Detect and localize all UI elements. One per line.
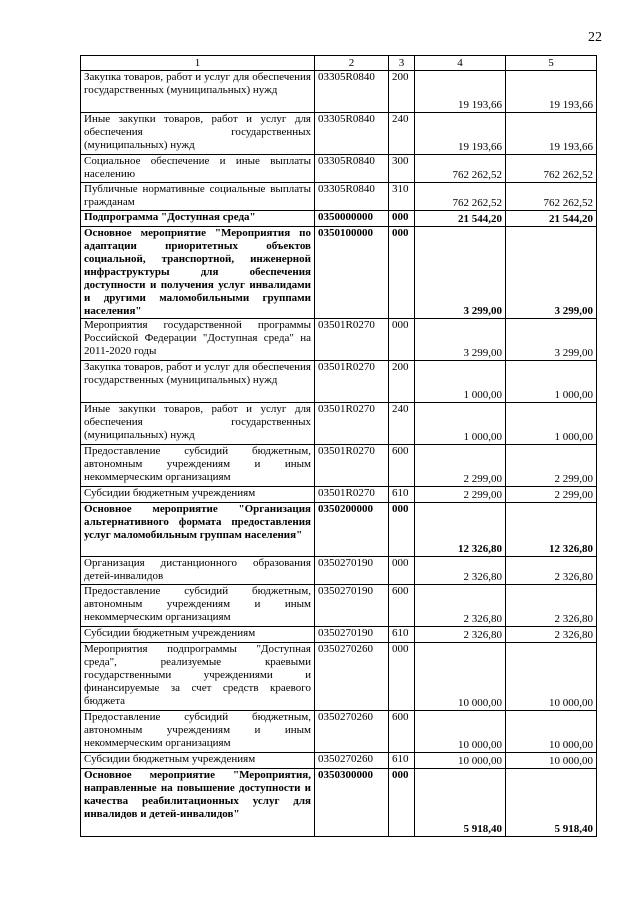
table-row — [81, 627, 597, 643]
row-code-cell: 0350270260 — [315, 711, 389, 753]
row-value-cell: 19 193,66 — [506, 113, 597, 155]
row-value-cell: 19 193,66 — [506, 71, 597, 113]
header-cell: 3 — [389, 56, 415, 71]
table-row — [81, 71, 597, 113]
row-value-cell: 762 262,52 — [415, 183, 506, 211]
row-value-cell: 1 000,00 — [415, 403, 506, 445]
table-row — [81, 361, 597, 403]
header-cell: 2 — [315, 56, 389, 71]
row-code-cell: 0350270190 — [315, 557, 389, 585]
row-value-cell: 1 000,00 — [415, 361, 506, 403]
row-name-cell: Субсидии бюджетным учреждениям — [81, 753, 315, 769]
row-value-cell: 10 000,00 — [415, 711, 506, 753]
row-code-cell: 0350200000 — [315, 503, 389, 557]
table-row — [81, 753, 597, 769]
table-row — [81, 227, 597, 319]
row-type-cell: 600 — [389, 445, 415, 487]
row-name-cell: Иные закупки товаров, работ и услуг для обеспечения государственных (муниципальных) нужд — [81, 403, 315, 445]
table-row — [81, 487, 597, 503]
row-type-cell: 600 — [389, 585, 415, 627]
row-value-cell: 3 299,00 — [506, 319, 597, 361]
table-row — [81, 113, 597, 155]
row-code-cell: 0350270190 — [315, 627, 389, 643]
row-name-cell: Мероприятия подпрограммы "Доступная среда", реализуемые краевыми государственными учреждениями и финансируемые за счет средств краевого бюджета — [81, 643, 315, 711]
row-type-cell: 200 — [389, 361, 415, 403]
row-code-cell: 0350300000 — [315, 769, 389, 837]
row-name-cell: Предоставление субсидий бюджетным, автономным учреждениям и иным некоммерческим организациям — [81, 585, 315, 627]
row-name-cell: Организация дистанционного образования детей-инвалидов — [81, 557, 315, 585]
row-value-cell: 762 262,52 — [506, 155, 597, 183]
row-code-cell: 0350100000 — [315, 227, 389, 319]
header-cell: 4 — [415, 56, 506, 71]
row-name-cell: Субсидии бюджетным учреждениям — [81, 627, 315, 643]
row-type-cell: 000 — [389, 319, 415, 361]
row-type-cell: 000 — [389, 211, 415, 227]
row-value-cell: 19 193,66 — [415, 113, 506, 155]
row-value-cell: 10 000,00 — [506, 643, 597, 711]
row-value-cell: 3 299,00 — [506, 227, 597, 319]
row-name-cell: Предоставление субсидий бюджетным, автономным учреждениям и иным некоммерческим организациям — [81, 445, 315, 487]
row-type-cell: 000 — [389, 643, 415, 711]
row-code-cell: 03501R0270 — [315, 445, 389, 487]
row-code-cell: 03305R0840 — [315, 183, 389, 211]
row-value-cell: 19 193,66 — [415, 71, 506, 113]
table-row — [81, 319, 597, 361]
row-name-cell: Основное мероприятие "Мероприятия, направленные на повышение доступности и качества реабилитационных услуг для инвалидов и детей-инвалидов" — [81, 769, 315, 837]
row-value-cell: 10 000,00 — [506, 753, 597, 769]
row-type-cell: 300 — [389, 155, 415, 183]
table-row — [81, 403, 597, 445]
row-value-cell: 2 326,80 — [506, 627, 597, 643]
row-name-cell: Публичные нормативные социальные выплаты гражданам — [81, 183, 315, 211]
row-value-cell: 21 544,20 — [506, 211, 597, 227]
row-value-cell: 2 299,00 — [506, 445, 597, 487]
row-name-cell: Закупка товаров, работ и услуг для обеспечения государственных (муниципальных) нужд — [81, 71, 315, 113]
row-name-cell: Субсидии бюджетным учреждениям — [81, 487, 315, 503]
row-name-cell: Основное мероприятие "Организация альтернативного формата предоставления услуг маломобильным группам населения" — [81, 503, 315, 557]
row-value-cell: 2 299,00 — [415, 487, 506, 503]
row-value-cell: 12 326,80 — [506, 503, 597, 557]
row-type-cell: 240 — [389, 113, 415, 155]
row-value-cell: 762 262,52 — [415, 155, 506, 183]
table-header-row — [81, 56, 597, 71]
row-name-cell: Основное мероприятие "Мероприятия по адаптации приоритетных объектов социальной, транспортной, инженерной инфраструктуры для обеспечения доступности и получения услуг инвалидами и другими маломобильными группами населения" — [81, 227, 315, 319]
row-code-cell: 03501R0270 — [315, 487, 389, 503]
row-type-cell: 240 — [389, 403, 415, 445]
row-type-cell: 000 — [389, 557, 415, 585]
row-code-cell: 03501R0270 — [315, 403, 389, 445]
row-code-cell: 0350270260 — [315, 643, 389, 711]
row-type-cell: 200 — [389, 71, 415, 113]
row-type-cell: 310 — [389, 183, 415, 211]
row-code-cell: 03305R0840 — [315, 155, 389, 183]
row-code-cell: 0350270190 — [315, 585, 389, 627]
table-row — [81, 711, 597, 753]
row-value-cell: 1 000,00 — [506, 361, 597, 403]
table-row — [81, 183, 597, 211]
row-code-cell: 03501R0270 — [315, 319, 389, 361]
row-value-cell: 2 299,00 — [415, 445, 506, 487]
row-value-cell: 3 299,00 — [415, 227, 506, 319]
row-value-cell: 5 918,40 — [415, 769, 506, 837]
table-row — [81, 557, 597, 585]
row-type-cell: 600 — [389, 711, 415, 753]
row-value-cell: 5 918,40 — [506, 769, 597, 837]
row-value-cell: 2 326,80 — [506, 585, 597, 627]
row-value-cell: 2 326,80 — [506, 557, 597, 585]
row-value-cell: 1 000,00 — [506, 403, 597, 445]
table-row — [81, 585, 597, 627]
page-number: 22 — [588, 30, 602, 45]
row-name-cell: Социальное обеспечение и иные выплаты населению — [81, 155, 315, 183]
row-code-cell: 0350000000 — [315, 211, 389, 227]
row-type-cell: 610 — [389, 487, 415, 503]
table-row — [81, 211, 597, 227]
row-name-cell: Мероприятия государственной программы Российской Федерации "Доступная среда" на 2011-2020 годы — [81, 319, 315, 361]
table-row — [81, 643, 597, 711]
row-type-cell: 000 — [389, 503, 415, 557]
row-type-cell: 000 — [389, 769, 415, 837]
row-type-cell: 610 — [389, 753, 415, 769]
row-value-cell: 2 326,80 — [415, 557, 506, 585]
header-cell: 1 — [81, 56, 315, 71]
row-type-cell: 000 — [389, 227, 415, 319]
row-name-cell: Иные закупки товаров, работ и услуг для обеспечения государственных (муниципальных) нужд — [81, 113, 315, 155]
row-value-cell: 10 000,00 — [415, 643, 506, 711]
table-row — [81, 155, 597, 183]
row-type-cell: 610 — [389, 627, 415, 643]
row-name-cell: Закупка товаров, работ и услуг для обеспечения государственных (муниципальных) нужд — [81, 361, 315, 403]
table-row — [81, 769, 597, 837]
row-value-cell: 2 326,80 — [415, 627, 506, 643]
header-cell: 5 — [506, 56, 597, 71]
row-name-cell: Подпрограмма "Доступная среда" — [81, 211, 315, 227]
table-row — [81, 503, 597, 557]
row-name-cell: Предоставление субсидий бюджетным, автономным учреждениям и иным некоммерческим организациям — [81, 711, 315, 753]
row-code-cell: 03501R0270 — [315, 361, 389, 403]
budget-table — [80, 55, 597, 837]
table-row — [81, 445, 597, 487]
row-code-cell: 03305R0840 — [315, 113, 389, 155]
row-value-cell: 10 000,00 — [506, 711, 597, 753]
row-code-cell: 03305R0840 — [315, 71, 389, 113]
row-value-cell: 2 326,80 — [415, 585, 506, 627]
row-value-cell: 12 326,80 — [415, 503, 506, 557]
row-value-cell: 3 299,00 — [415, 319, 506, 361]
row-code-cell: 0350270260 — [315, 753, 389, 769]
row-value-cell: 762 262,52 — [506, 183, 597, 211]
row-value-cell: 10 000,00 — [415, 753, 506, 769]
row-value-cell: 2 299,00 — [506, 487, 597, 503]
row-value-cell: 21 544,20 — [415, 211, 506, 227]
